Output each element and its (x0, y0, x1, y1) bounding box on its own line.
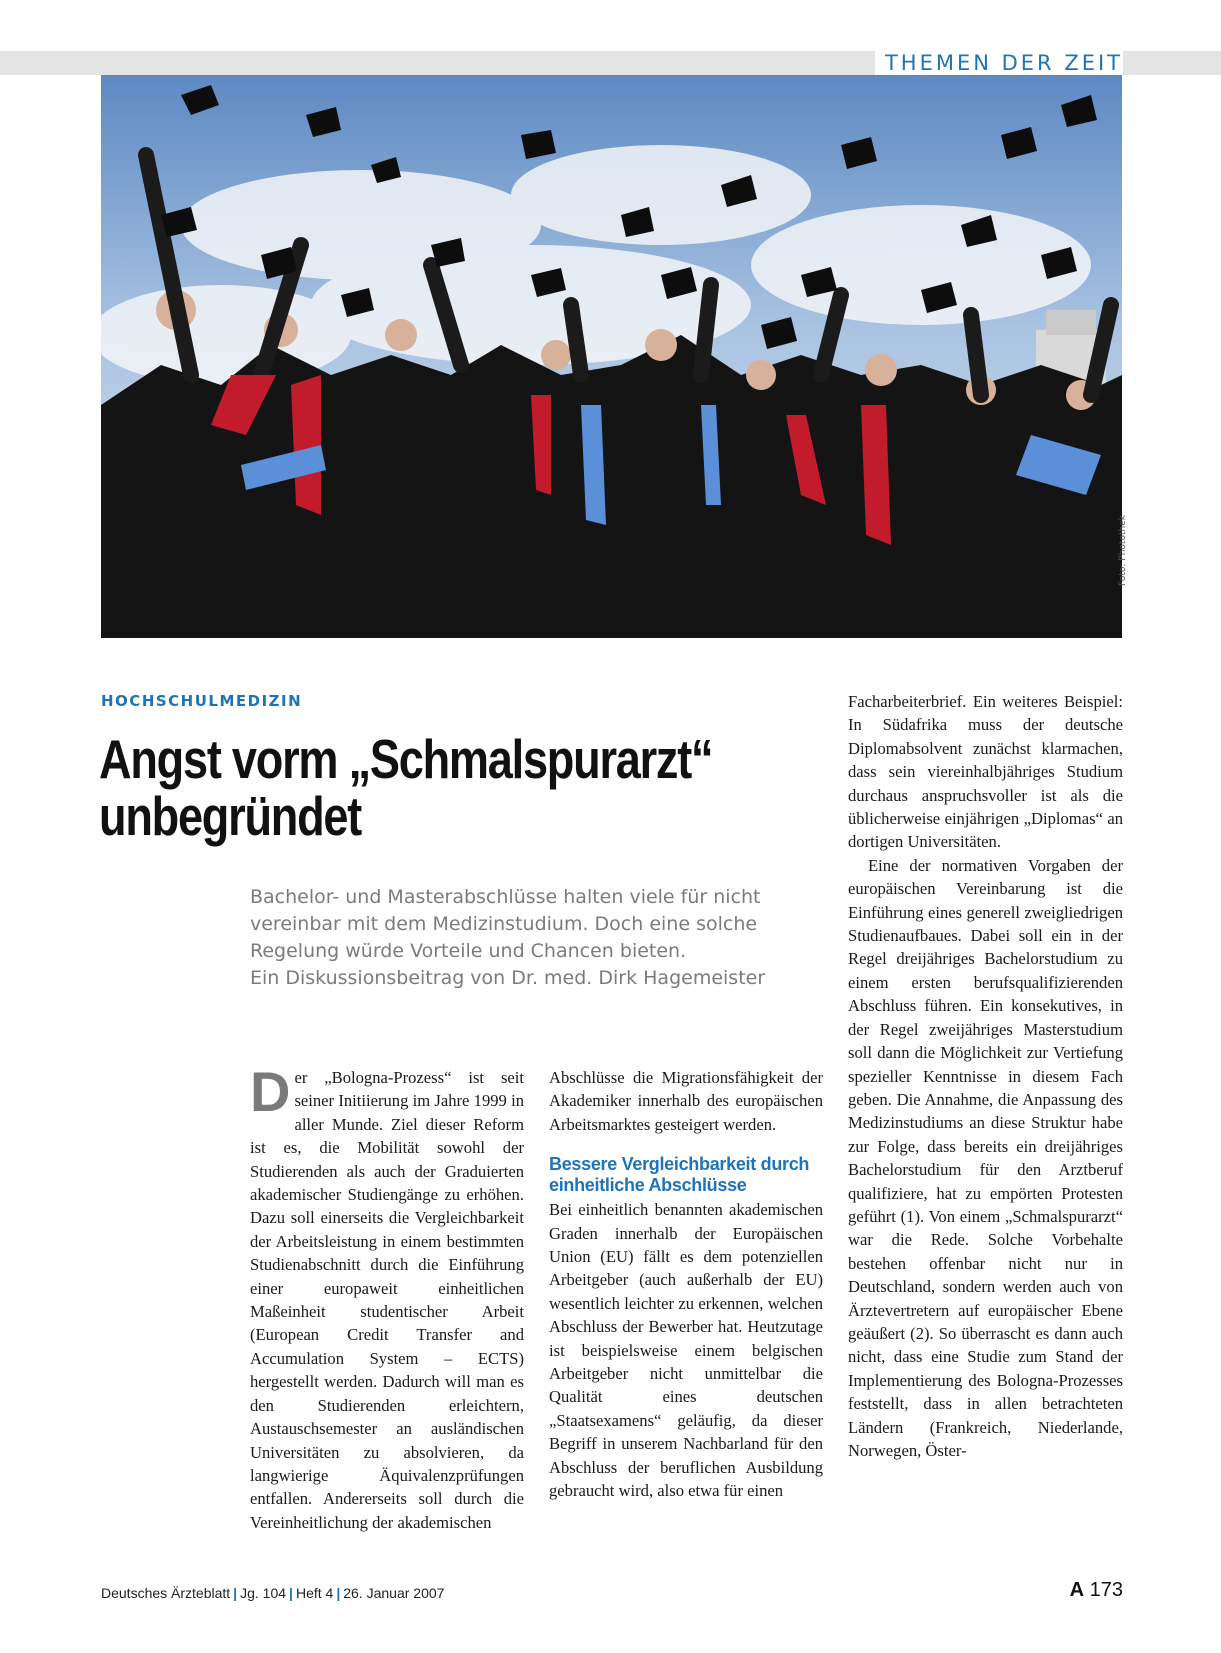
page-number (1070, 1579, 1123, 1602)
section-label: THEMEN DER ZEIT (875, 50, 1123, 76)
lede-line-1: Bachelor- und Masterabschlüsse halten viele für nicht (250, 886, 761, 908)
column-3-text-1: Facharbeiterbrief. Ein weiteres Beispiel: In Südafrika muss der deutsche Diplomabsolvent zunächst klarmachen, dass sein viereinhalbjähriges Studium durchaus anspruchsvoller ist als die üblicherweise einjährigen „Diplomas“ an dortigen Universitäten. (848, 692, 1123, 852)
hero-photo (101, 75, 1122, 638)
article-column-1 (250, 1060, 524, 1534)
page-footer (101, 1585, 444, 1601)
footer-separator: | (289, 1585, 293, 1601)
article-column-3 (848, 690, 1123, 1462)
footer-journal: Deutsches Ärzteblatt (101, 1585, 231, 1601)
footer-separator: | (336, 1585, 341, 1601)
footer-separator: | (233, 1585, 238, 1601)
lede-line-2: vereinbar mit dem Medizinstudium. Doch eine solche (250, 913, 758, 935)
footer-issue: Heft 4 (295, 1585, 334, 1601)
column-2-text-1: Abschlüsse die Migrationsfähigkeit der Akademiker innerhalb des europäischen Arbeitsmarktes gesteigert werden. (549, 1068, 823, 1134)
page-number-value: 173 (1089, 1579, 1123, 1601)
column-2-text-2: Bei einheitlich benannten akademischen Graden innerhalb der Europäischen Union (EU) fällt es dem potenziellen Arbeitgeber (auch außerhalb der EU) wesentlich leichter zu erkennen, welchen Abschluss der Bewerber hat. Heutzutage ist beispielsweise einem belgischen Arbeitgeber nicht unmittelbar die Qualität eines deutschen „Staatsexamens“ geläufig, da dieser Begriff in unserem Nachbarland für den Abschluss der beruflichen Ausbildung gebraucht wird, also etwa für einen (549, 1200, 823, 1501)
article-kicker: HOCHSCHULMEDIZIN (101, 692, 303, 710)
column-3-text-2: Eine der normativen Vorgaben der europäischen Vereinbarung ist die Einführung eines generell zweigliedrigen Studienaufbaues. Dabei soll ein in der Regel dreijähriges Bachelorstudium zu einem ersten berufsqualifizierenden Abschluss führen. Ein konsekutives, in der Regel zweijähriges Masterstudium soll dann die Möglichkeit zur Vertiefung spezieller Kenntnisse in diesem Fach geben. Die Annahme, die Anpassung des Medizinstudiums an diese Struktur habe zur Folge, dass bereits ein dreijähriges Bachelorstudium für den Arztberuf qualifiziere, hat zu empörten Protesten geführt (1). Von einem „Schmalspurarzt“ war die Rede. Solche Vorbehalte bestehen offenbar nicht nur in Deutschland, sondern werden auch von Ärztevertretern auf europäischer Ebene geäußert (2). So überrascht es dann auch nicht, dass eine Studie zum Stand der Implementierung des Bologna-Prozesses feststellt, dass in allen betrachteten Ländern (Frankreich, Niederlande, Norwegen, Öster- (848, 855, 1123, 1460)
photo-credit: Foto: Photothek (1118, 515, 1128, 586)
headline-line-2: unbegründet (99, 785, 362, 847)
lede-line-4: Ein Diskussionsbeitrag von Dr. med. Dirk Hagemeister (250, 967, 766, 989)
drop-cap: D (250, 1060, 291, 1123)
article-column-2 (549, 1066, 823, 1503)
headline-line-1: Angst vorm „Schmalspurarzt“ (99, 728, 713, 790)
page-prefix: A (1069, 1579, 1085, 1601)
graduates-photo-illustration (101, 75, 1122, 638)
article-subhead: Bessere Vergleichbarkeit durch einheitliche Abschlüsse (549, 1154, 810, 1196)
footer-date: 26. Januar 2007 (343, 1585, 445, 1601)
article-headline (99, 728, 713, 847)
footer-volume: Jg. 104 (240, 1585, 287, 1601)
article-lede (250, 884, 830, 992)
lede-line-3: Regelung würde Vorteile und Chancen bieten. (250, 940, 687, 962)
column-1-text: er „Bologna-Prozess“ ist seit seiner Initiierung im Jahre 1999 in aller Munde. Ziel dieser Reform ist es, die Mobilität sowohl der Studierenden als auch der Graduierten akademischer Studiengänge zu erhöhen. Dazu soll einerseits die Vergleichbarkeit der Arbeitsleistung in einem bestimmten Studienabschnitt durch die Einführung einer europaweit einheitlichen Maßeinheit studentischer Arbeit (European Credit Transfer and Accumulation System – ECTS) hergestellt werden. Dadurch will man es den Studierenden erleichtern, Austauschsemester an ausländischen Universitäten zu absolvieren, da langwierige Äquivalenzprüfungen entfallen. Andererseits soll durch die Vereinheitlichung der akademischen (250, 1068, 524, 1532)
